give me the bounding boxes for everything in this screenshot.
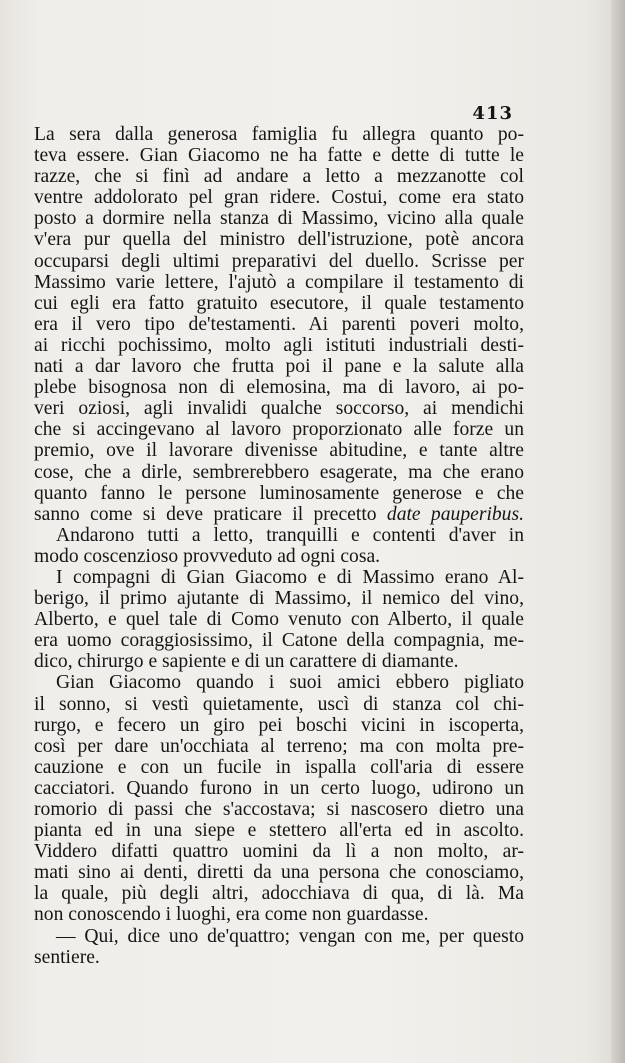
text-line: occuparsi degli ultimi preparativi del duello. Scrisse per: [34, 250, 524, 272]
text-line: era il vero tipo de'testamenti. Ai parenti poveri molto,: [34, 313, 524, 335]
text-line: quanto fanno le persone luminosamente generose e che: [34, 482, 524, 504]
text-line: era uomo coraggiosissimo, il Catone della compagnia, me-: [34, 630, 524, 652]
text-line: cacciatori. Quando furono in un certo luogo, udirono un: [34, 777, 524, 799]
text-line: cose, che a dirle, sembrerebbero esagerate, ma che erano: [34, 461, 524, 483]
text-line: modo coscenzioso provveduto ad ogni cosa.: [34, 545, 381, 567]
text-line: premio, ove il lavorare divenisse abitudine, e tante altre: [34, 440, 524, 462]
text-line: rurgo, e fecero un giro pei boschi vicini in iscoperta,: [34, 714, 524, 736]
text-line: La sera dalla generosa famiglia fu allegra quanto po-: [34, 124, 524, 145]
text-line: — Qui, dice uno de'quattro; vengan con me, per questo: [56, 925, 524, 947]
text-line: sentiere.: [34, 946, 100, 968]
text-line: sanno come si deve praticare il precetto date pauperibus.: [34, 503, 525, 525]
text-line: nati a dar lavoro che frutta poi il pane e la salute alla: [34, 356, 524, 378]
text-line: Viddero difatti quattro uomini da lì a non molto, ar-: [34, 841, 524, 863]
page-number: 413: [472, 103, 513, 124]
text-line: berigo, il primo ajutante di Massimo, il nemico del vino,: [34, 588, 524, 610]
text-line: cauzione e con un fucile in ispalla coll'aria di essere: [34, 756, 524, 778]
text-line: teva essere. Gian Giacomo ne ha fatte e dette di tutte le: [34, 145, 524, 167]
text-line: v'era pur quella del ministro dell'istruzione, potè ancora: [34, 229, 524, 251]
text-line: ventre addolorato pel gran ridere. Costui, come era stato: [34, 187, 524, 209]
text-line: Andarono tutti a letto, tranquilli e contenti d'aver in: [56, 524, 524, 546]
text-line: Alberto, e quel tale di Como venuto con Alberto, il quale: [34, 609, 524, 631]
text-line: così per dare un'occhiata al terreno; ma con molta pre-: [34, 735, 524, 757]
text-line: pianta ed in una siepe e stettero all'erta ed in ascolto.: [34, 820, 524, 842]
text-line: romorio di passi che s'accostava; si nascosero dietro una: [34, 799, 524, 820]
text-line: dico, chirurgo e sapiente e di un carattere di diamante.: [34, 651, 459, 673]
text-line: che si accingevano al lavoro proporzionato alle forze un: [34, 419, 524, 441]
text-line: mati sino ai denti, diretti da una persona che conosciamo,: [34, 862, 524, 884]
text-line: veri oziosi, agli invalidi qualche soccorso, ai mendichi: [34, 398, 524, 420]
page-edge-shadow: [611, 0, 625, 1063]
text-line: ai ricchi pochissimo, molto agli istituti industriali desti-: [34, 334, 524, 356]
text-line: la quale, più degli altri, adocchiava di qua, di là. Ma: [34, 883, 524, 905]
text-line: non conoscendo i luoghi, era come non guardasse.: [34, 904, 429, 926]
text-line: razze, che si finì ad andare a letto a mezzanotte col: [34, 166, 524, 188]
text-line: il sonno, si vestì quietamente, uscì di stanza col chi-: [34, 693, 524, 715]
italic-phrase: date pauperibus.: [386, 503, 525, 525]
text-line: I compagni di Gian Giacomo e di Massimo erano Al-: [56, 566, 524, 588]
text-line: cui egli era fatto gratuito esecutore, il quale testamento: [34, 292, 524, 314]
text-line: Massimo varie lettere, l'ajutò a compilare il testamento di: [34, 271, 524, 293]
text-line: posto a dormire nella stanza di Massimo, vicino alla quale: [34, 208, 524, 230]
text-line: Gian Giacomo quando i suoi amici ebbero pigliato: [56, 672, 524, 694]
body-text: [34, 124, 524, 968]
text-line: plebe bisognosa non di elemosina, ma di lavoro, ai po-: [34, 377, 524, 399]
